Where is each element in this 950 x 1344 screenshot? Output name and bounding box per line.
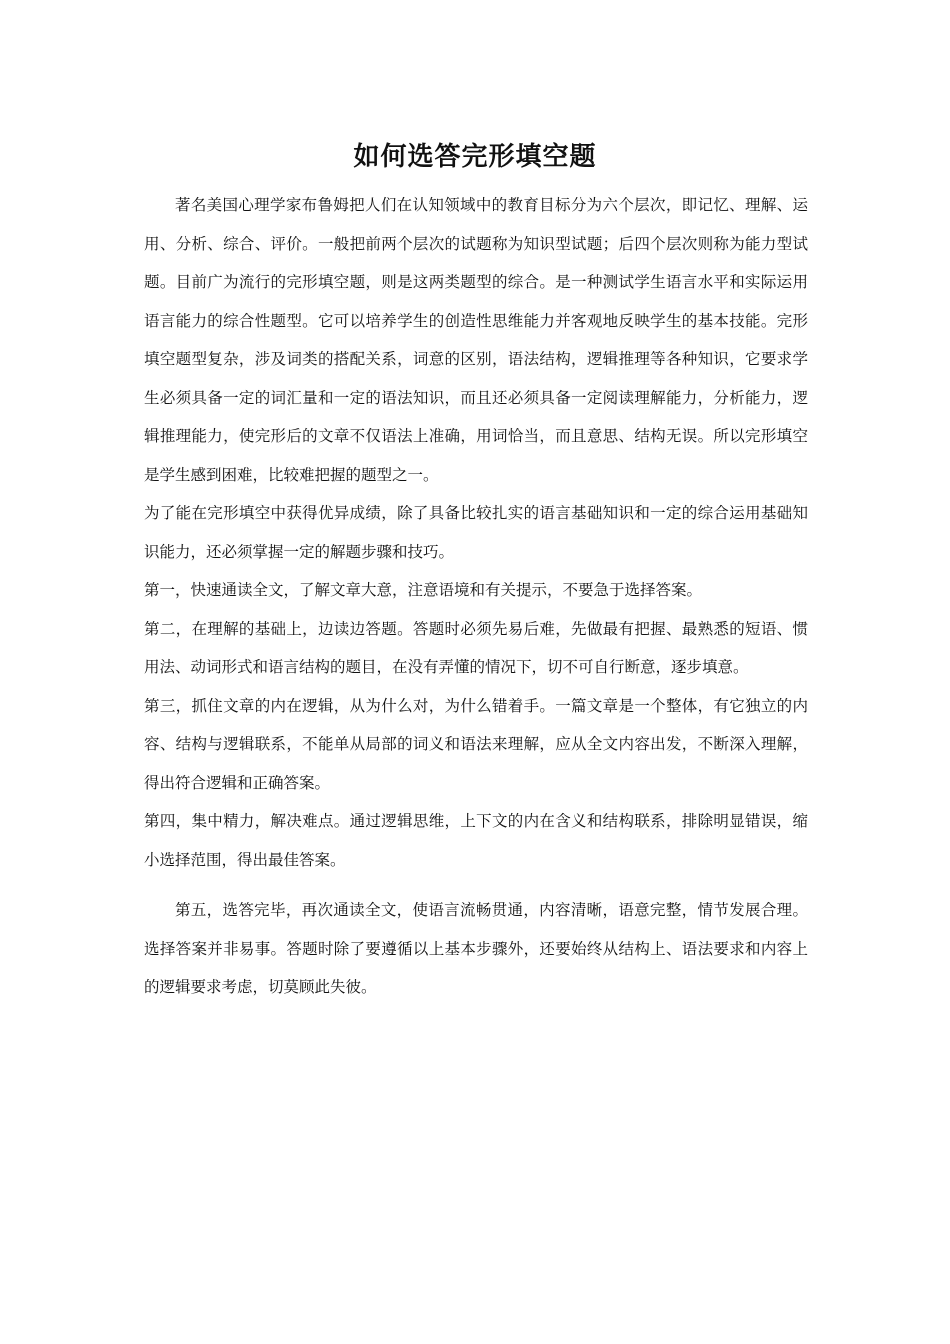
document-body <box>144 186 808 1007</box>
paragraph-intro: 著名美国心理学家布鲁姆把人们在认知领域中的教育目标分为六个层次，即记忆、理解、运用、分析、综合、评价。一般把前两个层次的试题称为知识型试题；后四个层次则称为能力型试题。目前广为流行的完形填空题，则是这两类题型的综合。是一种测试学生语言水平和实际运用语言能力的综合性题型。它可以培养学生的创造性思维能力并客观地反映学生的基本技能。完形填空题型复杂，涉及词类的搭配关系，词意的区别，语法结构，逻辑推理等各种知识，它要求学生必须具备一定的词汇量和一定的语法知识，而且还必须具备一定阅读理解能力，分析能力，逻辑推理能力，使完形后的文章不仅语法上准确，用词恰当，而且意思、结构无误。所以完形填空是学生感到困难，比较难把握的题型之一。 <box>144 196 808 484</box>
paragraph-step-5: 第五，选答完毕，再次通读全文，使语言流畅贯通，内容清晰，语意完整，情节发展合理。选择答案并非易事。答题时除了要遵循以上基本步骤外，还要始终从结构上、语法要求和内容上的逻辑要求考虑，切莫顾此失彼。 <box>144 901 808 996</box>
paragraph-step-4: 第四，集中精力，解决难点。通过逻辑思维，上下文的内在含义和结构联系，排除明显错误，缩小选择范围，得出最佳答案。 <box>144 812 808 869</box>
paragraph-purpose: 为了能在完形填空中获得优异成绩，除了具备比较扎实的语言基础知识和一定的综合运用基础知识能力，还必须掌握一定的解题步骤和技巧。 <box>144 504 808 561</box>
page-title: 如何选答完形填空题 <box>353 142 597 173</box>
paragraph-step-3: 第三，抓住文章的内在逻辑，从为什么对，为什么错着手。一篇文章是一个整体，有它独立的内容、结构与逻辑联系，不能单从局部的词义和语法来理解，应从全文内容出发，不断深入理解，得出符合逻辑和正确答案。 <box>144 696 808 792</box>
paragraph-step-2: 第二，在理解的基础上，边读边答题。答题时必须先易后难，先做最有把握、最熟悉的短语、惯用法、动词形式和语言结构的题目，在没有弄懂的情况下，切不可自行断意，逐步填意。 <box>144 619 808 676</box>
paragraph-step-1: 第一，快速通读全文，了解文章大意，注意语境和有关提示，不要急于选择答案。 <box>144 581 703 599</box>
